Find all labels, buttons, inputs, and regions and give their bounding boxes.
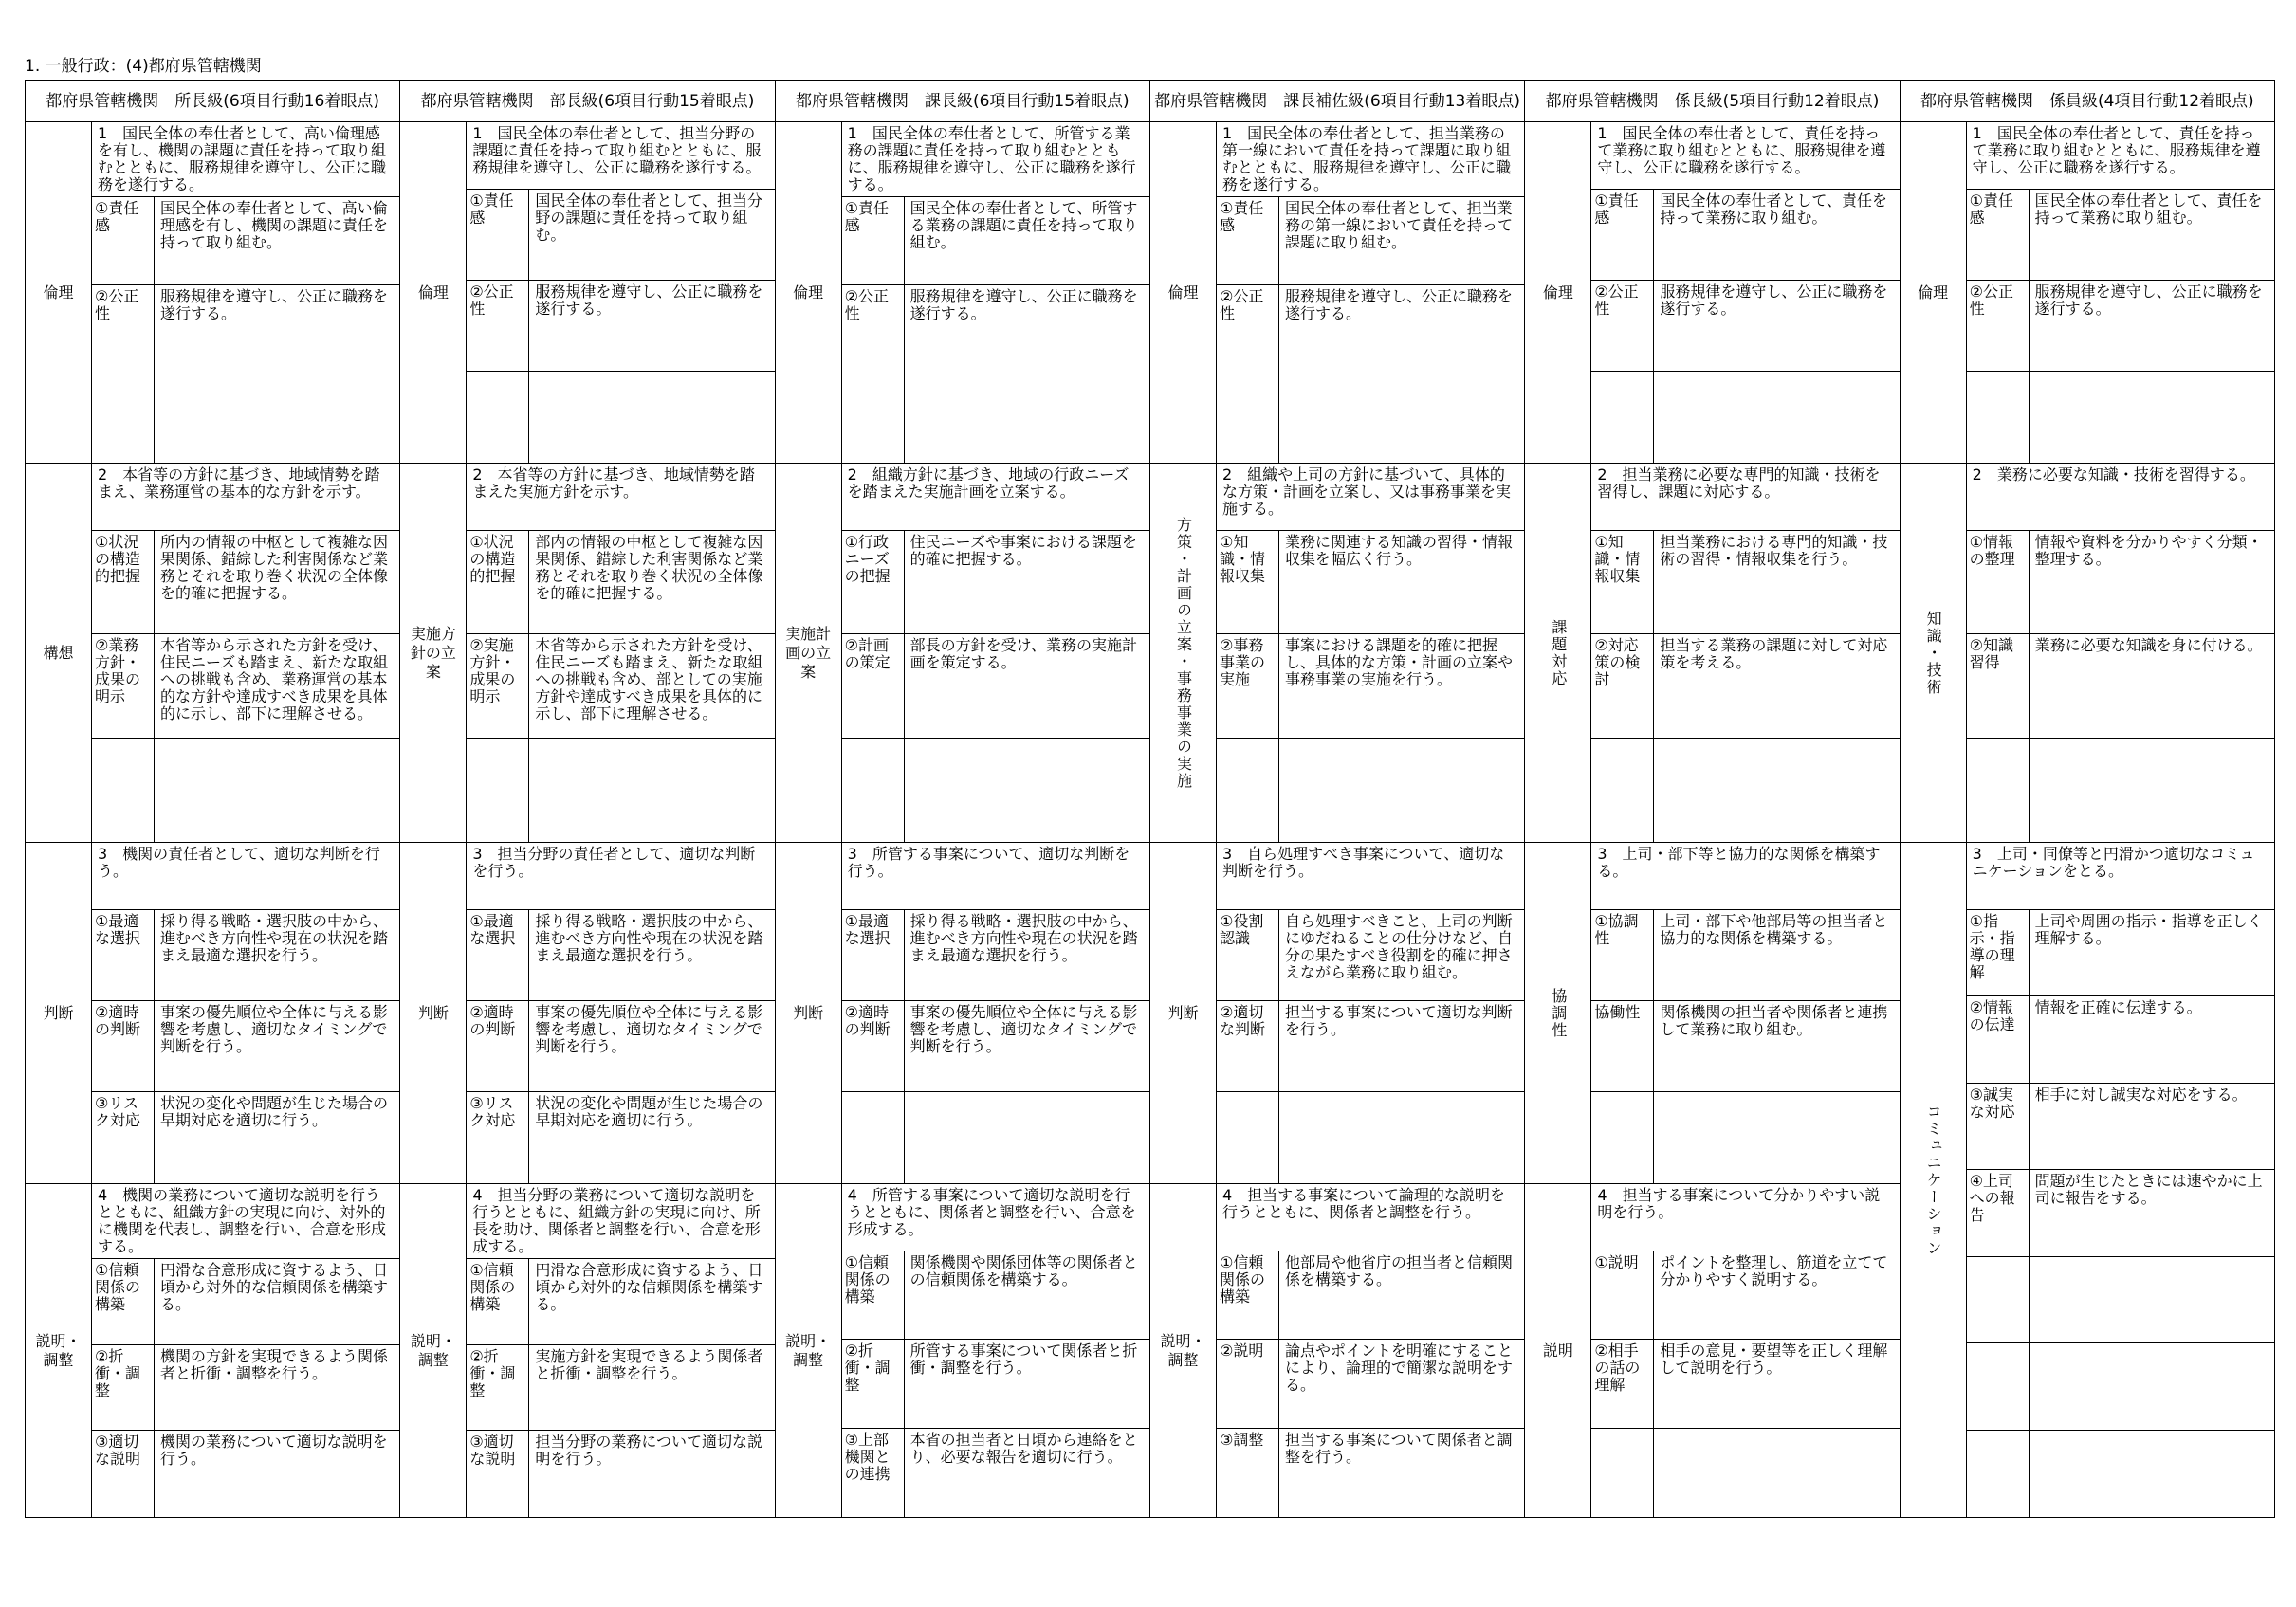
sub-item-description: 状況の変化や問題が生じた場合の早期対応を適切に行う。 bbox=[160, 1094, 389, 1129]
sub-item-description: 服務規律を遵守し、公正に職務を遂行する。 bbox=[529, 281, 774, 372]
sub-item-label bbox=[1217, 739, 1279, 842]
sub-item-label: ②相手の話の理解 bbox=[1591, 1340, 1654, 1428]
criteria-cell bbox=[92, 122, 400, 464]
sub-item-label: ①協調性 bbox=[1591, 910, 1654, 1001]
sub-item-description: 円滑な合意形成に資するよう、日頃から対外的な信頼関係を構築する。 bbox=[529, 1259, 774, 1345]
sub-item-label: ②知識習得 bbox=[1967, 634, 2030, 738]
sub-item-label bbox=[1967, 1257, 2030, 1343]
category-label: 倫理 bbox=[1525, 122, 1591, 464]
sub-item-label bbox=[1591, 1429, 1654, 1517]
sub-item-label: ③適切な説明 bbox=[92, 1431, 155, 1517]
sub-item-description: 担当する事案について関係者と調整を行う。 bbox=[1285, 1430, 1513, 1466]
sub-item-label bbox=[1967, 372, 2030, 463]
criteria-cell bbox=[1591, 464, 1900, 843]
sub-item-label: ①信頼関係の構築 bbox=[92, 1259, 155, 1345]
competency-table bbox=[25, 80, 2275, 1518]
sub-item-description: 機関の業務について適切な説明を行う。 bbox=[160, 1433, 388, 1469]
criteria-summary: 2 組織や上司の方針に基づいて、具体的な方策・計画を立案し、又は事務事業を実施する。 bbox=[1217, 464, 1524, 531]
sub-item-description: 本省等から示された方針を受け、住民ニーズも踏まえ、新たな取組への挑戦も含め、業務運営の基本的な方針や達成すべき成果を具体的に示し、部下に理解させる。 bbox=[155, 634, 399, 738]
sub-item-label bbox=[1591, 372, 1654, 463]
sub-item-label: ③適切な説明 bbox=[467, 1431, 529, 1517]
category-label: 倫理 bbox=[1901, 122, 1967, 464]
criteria-summary: 3 担当分野の責任者として、適切な判断を行う。 bbox=[467, 843, 774, 910]
category-label: 説明・調整 bbox=[26, 1184, 92, 1518]
criteria-summary: 2 担当業務に必要な専門的知識・技術を習得し、課題に対応する。 bbox=[1591, 464, 1899, 531]
criteria-cell bbox=[92, 464, 400, 843]
sub-item-description: 上司・部下や他部局等の担当者と協力的な関係を構築する。 bbox=[1654, 910, 1899, 1001]
sub-item-description bbox=[2030, 1257, 2274, 1343]
criteria-summary: 2 本省等の方針に基づき、地域情勢を踏まえた実施方針を示す。 bbox=[467, 464, 774, 531]
criteria-cell bbox=[1967, 464, 2275, 843]
sub-item-description: 服務規律を遵守し、公正に職務を遂行する。 bbox=[155, 285, 399, 374]
sub-item-label bbox=[842, 374, 905, 463]
sub-item-description: 国民全体の奉仕者として、高い倫理感を有し、機関の課題に責任を持って取り組む。 bbox=[155, 197, 399, 285]
sub-item-label bbox=[1591, 739, 1654, 842]
sub-item-description: 相手に対し誠実な対応をする。 bbox=[2030, 1084, 2274, 1170]
sub-item-label: ①責任感 bbox=[92, 197, 155, 285]
criteria-cell bbox=[842, 122, 1150, 464]
criteria-cell bbox=[467, 464, 775, 843]
sub-item-description: 他部局や他省庁の担当者と信頼関係を構築する。 bbox=[1279, 1251, 1524, 1340]
sub-item-description: 事案の優先順位や全体に与える影響を考慮し、適切なタイミングで判断を行う。 bbox=[529, 1001, 774, 1092]
column-header: 都府県管轄機関 課長級(6項目行動15着眼点) bbox=[776, 81, 1150, 122]
sub-item-label bbox=[467, 372, 529, 463]
sub-item-label: ②折衝・調整 bbox=[842, 1340, 905, 1428]
category-label: 課題対応 bbox=[1525, 464, 1591, 843]
criteria-summary: 4 担当分野の業務について適切な説明を行うとともに、組織方針の実現に向け、所長を助け、関係者と調整を行い、合意を形成する。 bbox=[467, 1184, 774, 1259]
criteria-summary: 4 機関の業務について適切な説明を行うとともに、組織方針の実現に向け、対外的に機関を代表し、調整を行い、合意を形成する。 bbox=[92, 1184, 399, 1259]
sub-item-label: ①指示・指導の理解 bbox=[1967, 910, 2030, 996]
sub-item-label: ②公正性 bbox=[1967, 281, 2030, 372]
sub-item-description bbox=[1654, 1429, 1899, 1517]
category-label: 実施方針の立案 bbox=[400, 464, 467, 843]
criteria-cell bbox=[1217, 843, 1525, 1184]
document-title: 1. 一般行政：(4)都府県管轄機関 bbox=[25, 57, 262, 76]
sub-item-label: ①最適な選択 bbox=[467, 910, 529, 1001]
sub-item-label: ①信頼関係の構築 bbox=[1217, 1251, 1279, 1340]
sub-item-description: 服務規律を遵守し、公正に職務を遂行する。 bbox=[2030, 281, 2274, 372]
category-label: 協調性 bbox=[1525, 843, 1591, 1184]
criteria-summary: 4 所管する事案について適切な説明を行うとともに、関係者と調整を行い、合意を形成する。 bbox=[842, 1184, 1149, 1251]
sub-item-label bbox=[467, 739, 529, 842]
sub-item-label: ③誠実な対応 bbox=[1967, 1084, 2030, 1170]
sub-item-label: ②説明 bbox=[1217, 1340, 1279, 1428]
column-header: 都府県管轄機関 課長補佐級(6項目行動13着眼点) bbox=[1150, 81, 1525, 122]
sub-item-description: 円滑な合意形成に資するよう、日頃から対外的な信頼関係を構築する。 bbox=[155, 1259, 399, 1345]
column-header: 都府県管轄機関 係長級(5項目行動12着眼点) bbox=[1525, 81, 1900, 122]
criteria-summary: 3 所管する事案について、適切な判断を行う。 bbox=[842, 843, 1149, 910]
sub-item-label: ①最適な選択 bbox=[842, 910, 905, 1001]
sub-item-label: ②適時の判断 bbox=[467, 1001, 529, 1092]
sub-item-label: ②情報の伝達 bbox=[1967, 996, 2030, 1083]
sub-item-description: 担当する事案について適切な判断を行う。 bbox=[1279, 1001, 1524, 1092]
sub-item-description: 採り得る戦略・選択肢の中から、進むべき方向性や現在の状況を踏まえ最適な選択を行う。 bbox=[905, 910, 1149, 1001]
sub-item-label: ②事務事業の実施 bbox=[1217, 634, 1279, 738]
sub-item-label bbox=[1967, 739, 2030, 842]
criteria-summary: 2 組織方針に基づき、地域の行政ニーズを踏まえた実施計画を立案する。 bbox=[842, 464, 1149, 531]
criteria-cell bbox=[1591, 1184, 1900, 1518]
sub-item-label bbox=[1217, 374, 1279, 463]
column-header: 都府県管轄機関 係員級(4項目行動12着眼点) bbox=[1901, 81, 2275, 122]
category-label: 判断 bbox=[26, 843, 92, 1184]
sub-item-label: ①情報の整理 bbox=[1967, 531, 2030, 634]
sub-item-label: ③上部機関との連携 bbox=[842, 1429, 905, 1517]
sub-item-label bbox=[1217, 1092, 1279, 1183]
sub-item-label: ②公正性 bbox=[92, 285, 155, 374]
sub-item-description: 実施方針を実現できるよう関係者と折衝・調整を行う。 bbox=[529, 1345, 774, 1432]
sub-item-label: ④上司への報告 bbox=[1967, 1170, 2030, 1256]
sub-item-description: 服務規律を遵守し、公正に職務を遂行する。 bbox=[1279, 285, 1524, 374]
criteria-cell bbox=[1217, 464, 1525, 843]
sub-item-label: ①知識・情報収集 bbox=[1217, 531, 1279, 634]
sub-item-label: ②公正性 bbox=[1591, 281, 1654, 372]
sub-item-description: 服務規律を遵守し、公正に職務を遂行する。 bbox=[905, 285, 1149, 374]
sub-item-description: 服務規律を遵守し、公正に職務を遂行する。 bbox=[1654, 281, 1899, 372]
sub-item-label: ①知識・情報収集 bbox=[1591, 531, 1654, 634]
category-label: 説明・調整 bbox=[400, 1184, 467, 1518]
sub-item-label: ②業務方針・成果の明示 bbox=[92, 634, 155, 738]
sub-item-description: 情報や資料を分かりやすく分類・整理する。 bbox=[2030, 531, 2274, 634]
sub-item-description: 国民全体の奉仕者として、責任を持って業務に取り組む。 bbox=[1654, 190, 1899, 281]
sub-item-label: ②公正性 bbox=[842, 285, 905, 374]
category-label: 実施計画の立案 bbox=[776, 464, 842, 843]
sub-item-label: ①責任感 bbox=[1967, 190, 2030, 281]
sub-item-description: ポイントを整理し、筋道を立てて分かりやすく説明する。 bbox=[1654, 1251, 1899, 1340]
column-header: 都府県管轄機関 部長級(6項目行動15着眼点) bbox=[400, 81, 775, 122]
criteria-cell bbox=[1967, 122, 2275, 464]
sub-item-label: ③調整 bbox=[1217, 1429, 1279, 1517]
sub-item-description bbox=[905, 1092, 1149, 1183]
sub-item-description: 論点やポイントを明確にすることにより、論理的で簡潔な説明をする。 bbox=[1279, 1340, 1524, 1428]
category-label: 説明・調整 bbox=[1150, 1184, 1217, 1518]
sub-item-label: ②折衝・調整 bbox=[92, 1345, 155, 1432]
sub-item-description bbox=[905, 739, 1149, 842]
sub-item-description bbox=[1654, 1092, 1899, 1183]
sub-item-description bbox=[1279, 374, 1524, 463]
sub-item-label: ①責任感 bbox=[467, 190, 529, 281]
sub-item-description bbox=[529, 739, 774, 842]
sub-item-label: ②適時の判断 bbox=[92, 1001, 155, 1092]
criteria-cell bbox=[842, 464, 1150, 843]
sub-item-description: 部内の情報の中枢として複雑な因果関係、錯綜した利害関係など業務とそれを取り巻く状況の全体像を的確に把握する。 bbox=[529, 531, 774, 634]
sub-item-description: 国民全体の奉仕者として、担当業務の第一線において責任を持って課題に取り組む。 bbox=[1279, 197, 1524, 285]
sub-item-description: 事案の優先順位や全体に与える影響を考慮し、適切なタイミングで判断を行う。 bbox=[155, 1001, 399, 1092]
column-header: 都府県管轄機関 所長級(6項目行動16着眼点) bbox=[26, 81, 400, 122]
criteria-summary: 3 上司・同僚等と円滑かつ適切なコミュニケーションをとる。 bbox=[1967, 843, 2274, 910]
sub-item-label: ③リスク対応 bbox=[467, 1092, 529, 1183]
criteria-cell bbox=[92, 843, 400, 1184]
sub-item-label: ②折衝・調整 bbox=[467, 1345, 529, 1432]
sub-item-label: ①最適な選択 bbox=[92, 910, 155, 1001]
sub-item-description: 所管する事案について関係者と折衝・調整を行う。 bbox=[905, 1340, 1149, 1428]
sub-item-label: ①行政ニーズの把握 bbox=[842, 531, 905, 634]
criteria-summary: 4 担当する事案について分かりやすい説明を行う。 bbox=[1591, 1184, 1899, 1251]
sub-item-description bbox=[1654, 372, 1899, 463]
criteria-summary: 1 国民全体の奉仕者として、高い倫理感を有し、機関の課題に責任を持って取り組むとともに、服務規律を遵守し、公正に職務を遂行する。 bbox=[92, 122, 399, 197]
sub-item-description: 国民全体の奉仕者として、担当分野の課題に責任を持って取り組む。 bbox=[529, 190, 774, 281]
sub-item-label: ①状況の構造的把握 bbox=[467, 531, 529, 634]
category-label: 倫理 bbox=[1150, 122, 1217, 464]
category-label: 倫理 bbox=[776, 122, 842, 464]
sub-item-description: 本省の担当者と日頃から連絡をとり、必要な報告を適切に行う。 bbox=[909, 1430, 1138, 1466]
sub-item-description: 担当業務における専門的知識・技術の習得・情報収集を行う。 bbox=[1654, 531, 1899, 634]
criteria-cell bbox=[1217, 1184, 1525, 1518]
sub-item-description bbox=[155, 374, 399, 463]
sub-item-label: ①信頼関係の構築 bbox=[467, 1259, 529, 1345]
sub-item-label: ②公正性 bbox=[1217, 285, 1279, 374]
sub-item-label bbox=[1967, 1431, 2030, 1517]
sub-item-label: ②適時の判断 bbox=[842, 1001, 905, 1092]
criteria-cell bbox=[1967, 843, 2275, 1518]
category-label: 倫理 bbox=[400, 122, 467, 464]
criteria-cell bbox=[467, 122, 775, 464]
sub-item-description: 業務に関連する知識の習得・情報収集を幅広く行う。 bbox=[1279, 531, 1524, 634]
sub-item-description: 自ら処理すべきこと、上司の判断にゆだねることの仕分けなど、自分の果たすべき役割を的確に押さえながら業務に取り組む。 bbox=[1279, 910, 1524, 1001]
sub-item-description: 関係機関の担当者や関係者と連携して業務に取り組む。 bbox=[1654, 1001, 1899, 1092]
category-label: 倫理 bbox=[26, 122, 92, 464]
sub-item-description bbox=[529, 372, 774, 463]
sub-item-description: 上司や周囲の指示・指導を正しく理解する。 bbox=[2030, 910, 2274, 996]
sub-item-label: ①役割認識 bbox=[1217, 910, 1279, 1001]
sub-item-description: 担当する業務の課題に対して対応策を考える。 bbox=[1654, 634, 1899, 738]
category-label: 方策・計画の立案・事務事業の実施 bbox=[1150, 464, 1217, 843]
criteria-summary: 2 本省等の方針に基づき、地域情勢を踏まえ、業務運営の基本的な方針を示す。 bbox=[92, 464, 399, 531]
category-label: 説明 bbox=[1525, 1184, 1591, 1518]
criteria-summary: 1 国民全体の奉仕者として、所管する業務の課題に責任を持って取り組むとともに、服務規律を遵守し、公正に職務を遂行する。 bbox=[842, 122, 1149, 197]
sub-item-description: 事案における課題を的確に把握し、具体的な方策・計画の立案や事務事業の実施を行う。 bbox=[1279, 634, 1524, 738]
sub-item-label: ③リスク対応 bbox=[92, 1092, 155, 1183]
sub-item-description bbox=[1654, 739, 1899, 842]
sub-item-label bbox=[1591, 1092, 1654, 1183]
criteria-cell bbox=[1217, 122, 1525, 464]
criteria-summary: 2 業務に必要な知識・技術を習得する。 bbox=[1967, 464, 2274, 531]
sub-item-description: 住民ニーズや事案における課題を的確に把握する。 bbox=[905, 531, 1149, 634]
sub-item-label bbox=[1967, 1343, 2030, 1430]
sub-item-label: ②適切な判断 bbox=[1217, 1001, 1279, 1092]
sub-item-description bbox=[155, 739, 399, 842]
sub-item-description: 担当分野の業務について適切な説明を行う。 bbox=[535, 1433, 763, 1469]
sub-item-description: 採り得る戦略・選択肢の中から、進むべき方向性や現在の状況を踏まえ最適な選択を行う。 bbox=[529, 910, 774, 1001]
sub-item-label: ①責任感 bbox=[1217, 197, 1279, 285]
sub-item-description bbox=[1279, 739, 1524, 842]
sub-item-description bbox=[2030, 1343, 2274, 1430]
criteria-summary: 1 国民全体の奉仕者として、責任を持って業務に取り組むとともに、服務規律を遵守し、公正に職務を遂行する。 bbox=[1967, 122, 2274, 190]
criteria-summary: 1 国民全体の奉仕者として、責任を持って業務に取り組むとともに、服務規律を遵守し、公正に職務を遂行する。 bbox=[1591, 122, 1899, 190]
sub-item-description: 機関の方針を実現できるよう関係者と折衝・調整を行う。 bbox=[155, 1345, 399, 1432]
sub-item-label: ①信頼関係の構築 bbox=[842, 1251, 905, 1340]
category-label: 判断 bbox=[1150, 843, 1217, 1184]
criteria-cell bbox=[467, 843, 775, 1184]
sub-item-description: 問題が生じたときには速やかに上司に報告をする。 bbox=[2030, 1170, 2274, 1256]
sub-item-label: ①説明 bbox=[1591, 1251, 1654, 1340]
sub-item-description: 所内の情報の中枢として複雑な因果関係、錯綜した利害関係など業務とそれを取り巻く状況の全体像を的確に把握する。 bbox=[155, 531, 399, 634]
criteria-summary: 3 自ら処理すべき事案について、適切な判断を行う。 bbox=[1217, 843, 1524, 910]
sub-item-description: 相手の意見・要望等を正しく理解して説明を行う。 bbox=[1654, 1340, 1899, 1428]
criteria-cell bbox=[1591, 843, 1900, 1184]
sub-item-description bbox=[2030, 1431, 2274, 1517]
sub-item-description: 事案の優先順位や全体に与える影響を考慮し、適切なタイミングで判断を行う。 bbox=[905, 1001, 1149, 1092]
sub-item-label: ①状況の構造的把握 bbox=[92, 531, 155, 634]
sub-item-description: 業務に必要な知識を身に付ける。 bbox=[2030, 634, 2274, 738]
sub-item-description: 関係機関や関係団体等の関係者との信頼関係を構築する。 bbox=[905, 1251, 1149, 1340]
criteria-cell bbox=[1591, 122, 1900, 464]
sub-item-description bbox=[2030, 739, 2274, 842]
sub-item-label bbox=[842, 739, 905, 842]
sub-item-label: ①責任感 bbox=[1591, 190, 1654, 281]
criteria-summary: 3 機関の責任者として、適切な判断を行う。 bbox=[92, 843, 399, 910]
sub-item-description: 本省等から示された方針を受け、住民ニーズも踏まえ、新たな取組への挑戦も含め、部としての実施方針や達成すべき成果を具体的に示し、部下に理解させる。 bbox=[529, 634, 774, 738]
criteria-cell bbox=[842, 843, 1150, 1184]
category-label: 判断 bbox=[400, 843, 467, 1184]
criteria-summary: 1 国民全体の奉仕者として、担当業務の第一線において責任を持って課題に取り組むとともに、服務規律を遵守し、公正に職務を遂行する。 bbox=[1217, 122, 1524, 197]
sub-item-label: ②実施方針・成果の明示 bbox=[467, 634, 529, 738]
sub-item-label bbox=[92, 374, 155, 463]
sub-item-label: ②計画の策定 bbox=[842, 634, 905, 738]
sub-item-label: ②対応策の検討 bbox=[1591, 634, 1654, 738]
sub-item-label: ①責任感 bbox=[842, 197, 905, 285]
sub-item-description: 情報を正確に伝達する。 bbox=[2030, 996, 2274, 1083]
category-label: 構想 bbox=[26, 464, 92, 843]
criteria-summary: 4 担当する事案について論理的な説明を行うとともに、関係者と調整を行う。 bbox=[1217, 1184, 1524, 1251]
criteria-cell bbox=[467, 1184, 775, 1518]
sub-item-label bbox=[842, 1092, 905, 1183]
criteria-summary: 1 国民全体の奉仕者として、担当分野の課題に責任を持って取り組むとともに、服務規律を遵守し、公正に職務を遂行する。 bbox=[467, 122, 774, 190]
sub-item-description: 採り得る戦略・選択肢の中から、進むべき方向性や現在の状況を踏まえ最適な選択を行う。 bbox=[155, 910, 399, 1001]
sub-item-description bbox=[1279, 1092, 1524, 1183]
sub-item-label: ②公正性 bbox=[467, 281, 529, 372]
sub-item-description: 状況の変化や問題が生じた場合の早期対応を適切に行う。 bbox=[535, 1094, 763, 1129]
category-label: 知識・技術 bbox=[1901, 464, 1967, 843]
sub-item-label bbox=[92, 739, 155, 842]
sub-item-description: 国民全体の奉仕者として、責任を持って業務に取り組む。 bbox=[2030, 190, 2274, 281]
sub-item-description: 部長の方針を受け、業務の実施計画を策定する。 bbox=[905, 634, 1149, 738]
sub-item-label: 協働性 bbox=[1591, 1001, 1654, 1092]
criteria-cell bbox=[842, 1184, 1150, 1518]
sub-item-description: 国民全体の奉仕者として、所管する業務の課題に責任を持って取り組む。 bbox=[905, 197, 1149, 285]
criteria-summary: 3 上司・部下等と協力的な関係を構築する。 bbox=[1591, 843, 1899, 910]
category-label: コミュニケーション bbox=[1901, 843, 1967, 1518]
category-label: 判断 bbox=[776, 843, 842, 1184]
sub-item-description bbox=[2030, 372, 2274, 463]
criteria-cell bbox=[92, 1184, 400, 1518]
sub-item-description bbox=[905, 374, 1149, 463]
category-label: 説明・調整 bbox=[776, 1184, 842, 1518]
